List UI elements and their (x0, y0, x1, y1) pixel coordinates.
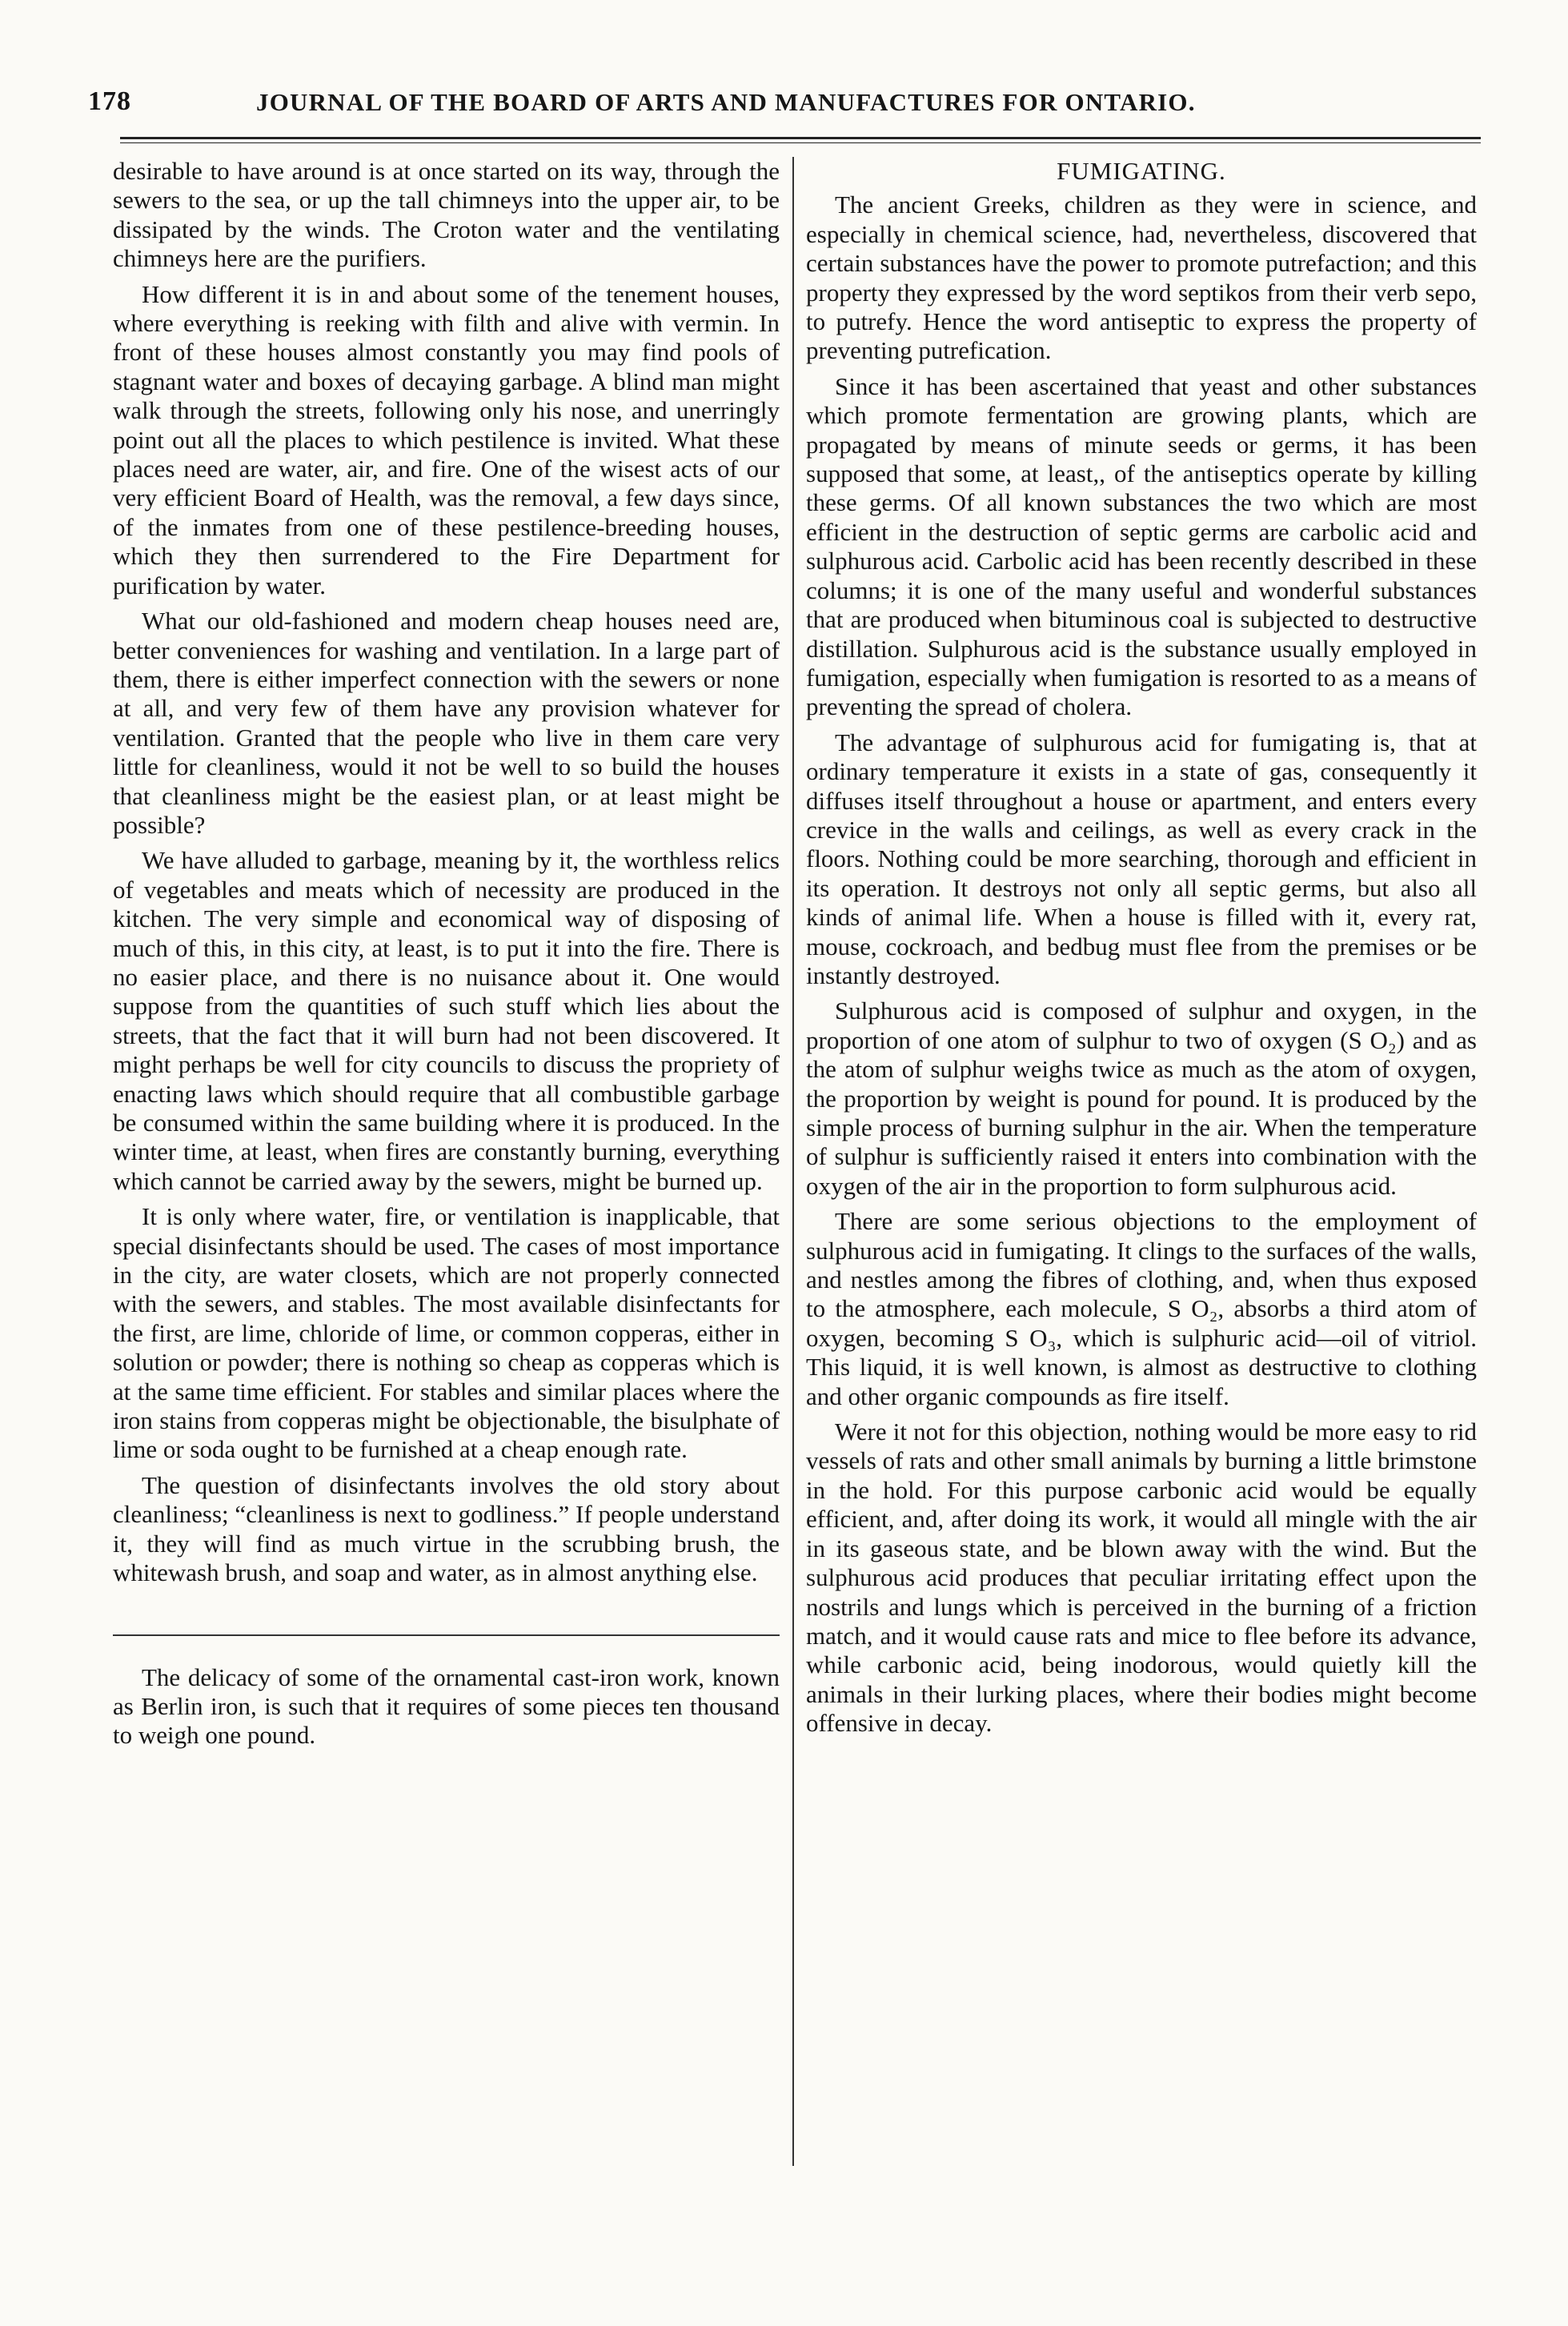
section-title: FUMIGATING. (1057, 157, 1226, 185)
right-paragraph-2: Since it has been ascertained that yeast and other substances which promote fermentation are growing plants, which are propagated by means of minute seeds or germs, it has been supposed that some, at least,, of the antiseptics operate by killing these germs. Of all known substances the two which are most efficient in the destruction of septic germs are carbolic acid and sulphurous acid. Carbolic acid has been recently described in these columns; it is one of the many useful and wonderful substances that are produced when bituminous coal is subjected to destructive distillation. Sulphurous acid is the substance usually employed in fumigation, especially when fumigation is resorted to as a means of preventing the spread of cholera. (806, 371, 1477, 721)
note-divider (113, 1634, 780, 1636)
left-paragraph-2: How different it is in and about some of the tenement houses, where everything is reeking with filth and alive with vermin. In front of these houses almost constantly you may find pools of stagnant water and boxes of decaying garbage. A blind man might walk through the streets, following only his nose, and unerringly point out all the places to which pestilence is invited. What these places need are water, air, and fire. One of the wisest acts of our very efficient Board of Health, was the removal, a few days since, of the inmates from one of these pestilence-breeding houses, which they then surrendered to the Fire Department for purification by water. (113, 279, 780, 600)
running-head: JOURNAL OF THE BOARD OF ARTS AND MANUFACTURES FOR ONTARIO. (256, 88, 1196, 116)
note-text: The delicacy of some of the ornamental cast-iron work, known as Berlin iron, is such that it requires of some pieces ten thousand to weigh one pound. (113, 1662, 780, 1750)
column-divider (792, 157, 794, 2166)
left-paragraph-5: It is only where water, fire, or ventilation is inapplicable, that special disinfectants should be used. The cases of most importance in the city, are water closets, which are not properly connected with the sewers, and stables. The most available disinfectants for the first, are lime, chloride of lime, or common copperas, either in solution or powder; there is nothing so cheap as copperas which is at the same time efficient. For stables and similar places where the iron stains from copperas might be objectionable, the bisulphate of lime or soda ought to be furnished at a cheap enough rate. (113, 1202, 780, 1464)
left-paragraph-6: The question of disinfectants involves the old story about cleanliness; “cleanliness is next to godliness.” If people understand it, they will find as much virtue in the scrubbing brush, the whitewash brush, and soap and water, as in almost anything else. (113, 1470, 780, 1587)
right-paragraph-3: The advantage of sulphurous acid for fumigating is, that at ordinary temperature it exists in a state of gas, consequently it diffuses itself throughout a house or apartment, and enters every crevice in the walls and ceilings, as well as every crack in the floors. Nothing could be more searching, thorough and efficient in its operation. It destroys not only all septic germs, but also all kinds of animal life. When a house is filled with it, every rat, mouse, cockroach, and bedbug must flee from the premises or be instantly destroyed. (806, 728, 1477, 989)
right-paragraph-5: There are some serious objections to the employment of sulphurous acid in fumigating. It clings to the surfaces of the walls, and nestles among the fibres of clothing, and, when thus exposed to the atmosphere, each molecule, S O₂, absorbs a third atom of oxygen, becoming S O₃, which is sulphuric acid—oil of vitriol. This liquid, it is well known, is almost as destructive to clothing and other organic compounds as fire itself. (806, 1207, 1477, 1410)
right-paragraph-1: The ancient Greeks, children as they were in science, and especially in chemical science, had, nevertheless, discovered that certain substances have the power to promote putrefaction; and this property they expressed by the word septikos from their verb sepo, to putrefy. Hence the word antiseptic to express the property of preventing putrefication. (806, 190, 1477, 365)
right-column (806, 157, 1477, 1745)
left-paragraph-1: desirable to have around is at once started on its way, through the sewers to the sea, or up the tall chimneys into the upper air, to be dissipated by the winds. The Croton water and the ventilating chimneys here are the purifiers. (113, 157, 780, 273)
page-number: 178 (88, 86, 131, 116)
berlin-iron-note (113, 1663, 780, 1751)
left-paragraph-3: What our old-fashioned and modern cheap houses need are, better conveniences for washing and ventilation. In a large part of them, there is either imperfect connection with the sewers or none at all, and very few of them have any provision whatever for ventilation. Granted that the people who live in them care very little for cleanliness, would it not be well to so build the houses that cleanliness might be the easiest plan, or at least might be possible? (113, 607, 780, 839)
right-paragraph-6: Were it not for this objection, nothing would be more easy to rid vessels of rats and other small animals by burning a little brimstone in the hold. For this purpose carbonic acid would be equally efficient, and, after doing its work, it would all mingle with the air in its gaseous state, and be blown away with the wind. But the sulphurous acid produces that peculiar irritating effect upon the nostrils and lungs which is perceived in the burning of a friction match, and it would cause rats and mice to flee before its advance, while carbonic acid, being inodorous, would quietly kill the animals in their lurking places, where their bodies might become offensive in decay. (806, 1418, 1477, 1738)
right-paragraph-4: Sulphurous acid is composed of sulphur and oxygen, in the proportion of one atom of sulphur to two of oxygen (S O₂) and as the atom of sulphur weighs twice as much as the atom of oxygen, the proportion by weight is pound for pound. It is produced by the simple process of burning sulphur in the air. When the temperature of sulphur is sufficiently raised it enters into combination with the oxygen of the air in the proportion to form sulphurous acid. (806, 997, 1477, 1200)
left-paragraph-4: We have alluded to garbage, meaning by it, the worthless relics of vegetables and meats which of necessity are produced in the kitchen. The very simple and economical way of disposing of much of this, in this city, at least, is to put it into the fire. There is no easier place, and there is no nuisance about it. One would suppose from the quantities of such stuff which lies about the streets, that the fact that it will burn had not been discovered. It might perhaps be well for city councils to discuss the propriety of enacting laws which should require that all combustible garbage be consumed within the same building where it is produced. In the winter time, at least, when fires are constantly burning, everything which cannot be carried away by the sewers, might be burned up. (113, 846, 780, 1195)
page-header (88, 86, 1481, 128)
left-column (113, 157, 780, 1757)
header-rule (120, 137, 1481, 143)
